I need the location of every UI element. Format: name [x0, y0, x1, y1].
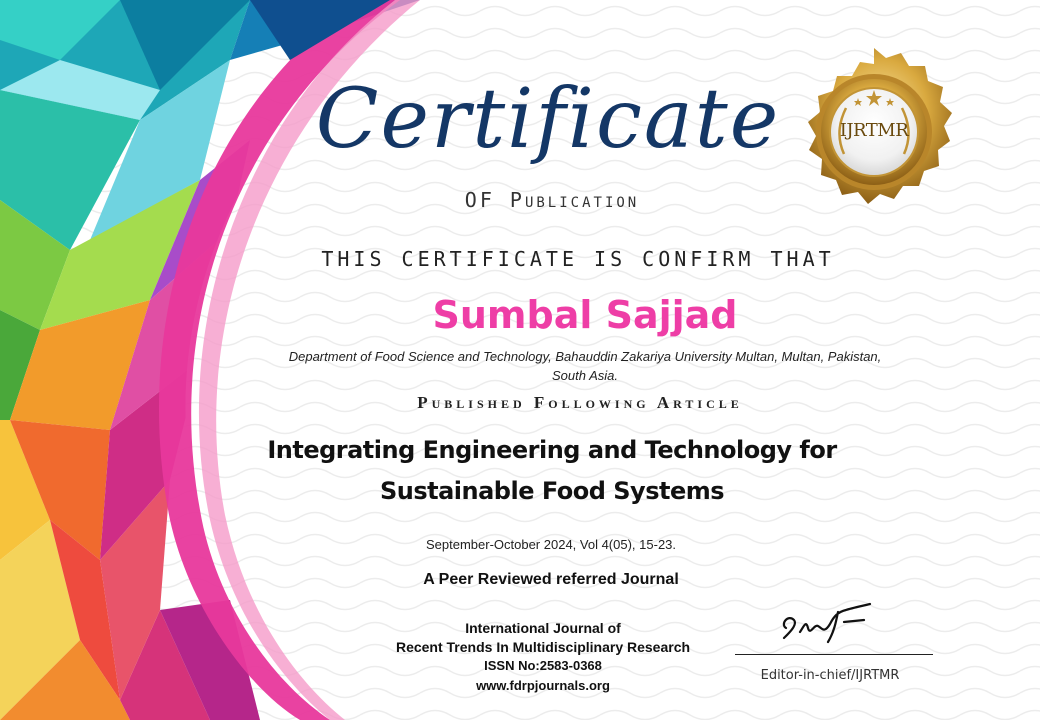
editor-role-label: Editor-in-chief/IJRTMR: [760, 668, 900, 683]
published-line: Published Following Article: [417, 393, 743, 412]
recipient-name: Sumbal Sajjad: [432, 293, 738, 337]
issue-info: September-October 2024, Vol 4(05), 15-23.: [425, 537, 677, 552]
peer-review-statement: A Peer Reviewed referred Journal: [423, 571, 679, 588]
journal-issn: ISSN No:2583-0368: [484, 658, 602, 673]
signature-line: [735, 654, 933, 655]
recipient-affiliation: Department of Food Science and Technology, Bahauddin Zakariya University Multan, Multan, Pakistan, South Asia.: [288, 349, 882, 383]
article-title: Integrating Engineering and Technology for Sustainable Food Systems: [267, 436, 837, 505]
certificate-subtitle: OF Publication: [464, 188, 640, 212]
certificate-title: Certificate: [315, 72, 781, 167]
confirm-line: THIS CERTIFICATE IS CONFIRM THAT: [321, 247, 835, 271]
journal-name-line2: Recent Trends In Multidisciplinary Research: [395, 639, 691, 655]
journal-website: www.fdrpjournals.org: [476, 678, 610, 693]
journal-name-line1: International Journal of: [465, 620, 621, 636]
editor-signature: [778, 598, 874, 646]
seal-label: IJRTMR: [839, 120, 909, 141]
